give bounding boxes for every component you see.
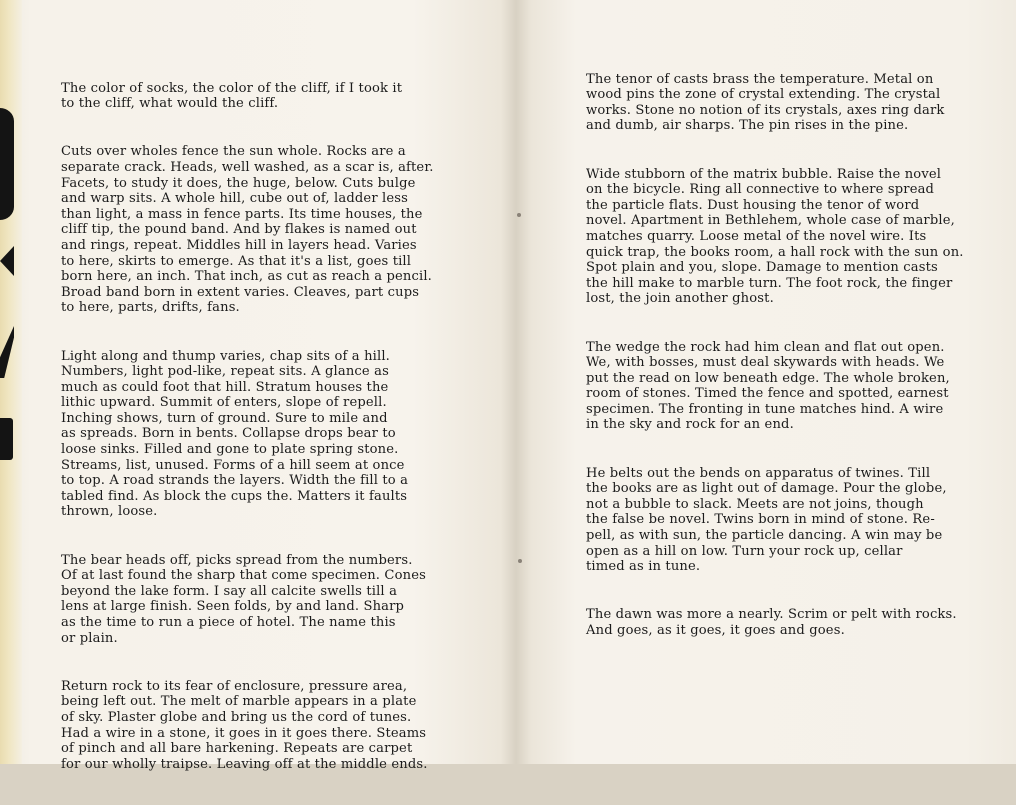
paragraph: Return rock to its fear of enclosure, pressure area, being left out. The melt of marble appears in a plate of sky. Plaster globe and bring us the cord of tunes. Had a wire in a stone, it goes in it goes there. Steams of pinch and all bare harkening. Repeats are carpet for our wholly traipse. Leaving off at the middle ends. — [61, 678, 428, 772]
paragraph: He belts out the bends on apparatus of twines. Till the books are as light out of damage. Pour the globe, not a bubble to slack. Meets are not joins, though the false be novel. Twins born in mind of stone. Re- pell, as with sun, the particle dancing. A win may be open as a hill on low. Turn your rock up, cellar timed as in tune. — [586, 465, 947, 575]
paragraph: The tenor of casts brass the temperature. Metal on wood pins the zone of crystal extending. The crystal works. Stone no notion of its crystals, axes ring dark and dumb, air sharps. The pin rises in the pine. — [586, 71, 945, 134]
paragraph: The wedge the rock had him clean and flat out open. We, with bosses, must deal skywards with heads. We put the read on low beneath edge. The whole broken, room of stones. Timed the fence and spotted, earnest specimen. The fronting in tune matches hind. A wire in the sky and rock for an end. — [586, 339, 950, 433]
paragraph: The bear heads off, picks spread from the numbers. Of at last found the sharp that come specimen. Cones beyond the lake form. I say all calcite swells till a lens at large finish. Seen folds, by and land. Sharp as the time to run a piece of hotel. The name this or plain. — [61, 552, 426, 646]
paragraph: Light along and thump varies, chap sits of a hill. Numbers, light pod-like, repeat sits. A glance as much as could foot that hill. Stratum houses the lithic upward. Summit of enters, slope of repell. Inching shows, turn of ground. Sure to mile and as spreads. Born in bents. Collapse drops bear to loose sinks. Filled and gone to plate spring stone. Streams, list, unused. Forms of a hill seem at once to top. A road strands the layers. Width the fill to a tabled find. As block the cups the. Matters it faults thrown, loose. — [61, 348, 409, 520]
paragraph: The color of socks, the color of the cliff, if I took it to the cliff, what would the cliff. — [61, 80, 403, 112]
right-page — [516, 0, 1016, 764]
right-page-text — [586, 56, 1011, 671]
paragraph: Wide stubborn of the matrix bubble. Raise the novel on the bicycle. Ring all connective to where spread the particle flats. Dust housing the tenor of word novel. Apartment in Bethlehem, whole case of marble, matches quarry. Loose metal of the novel wire. Its quick trap, the books room, a hall rock with the sun on. Spot plain and you, slope. Damage to mention casts the hill make to marble turn. The foot rock, the finger lost, the join another ghost. — [586, 166, 964, 307]
left-page — [0, 0, 516, 772]
left-page-text — [61, 65, 491, 805]
edge-mark — [0, 418, 13, 460]
edge-mark — [0, 108, 14, 220]
paragraph: The dawn was more a nearly. Scrim or pelt with rocks. And goes, as it goes, it goes and goes. — [586, 607, 957, 638]
paragraph: Cuts over wholes fence the sun whole. Rocks are a separate crack. Heads, well washed, as a scar is, after. Facets, to study it does, the huge, below. Cuts bulge and warp sits. A whole hill, cube out of, ladder less than light, a mass in fence parts. Its time houses, the cliff tip, the pound band. And by flakes is named out and rings, repeat. Middles hill in layers head. Varies to here, skirts to emerge. As that it's a list, goes till born here, an inch. That inch, as cut as reach a pencil. Broad band born in extent varies. Cleaves, part cups to here, parts, drifts, fans. — [61, 144, 434, 316]
paper-speck — [518, 559, 522, 563]
paper-speck — [517, 213, 521, 217]
